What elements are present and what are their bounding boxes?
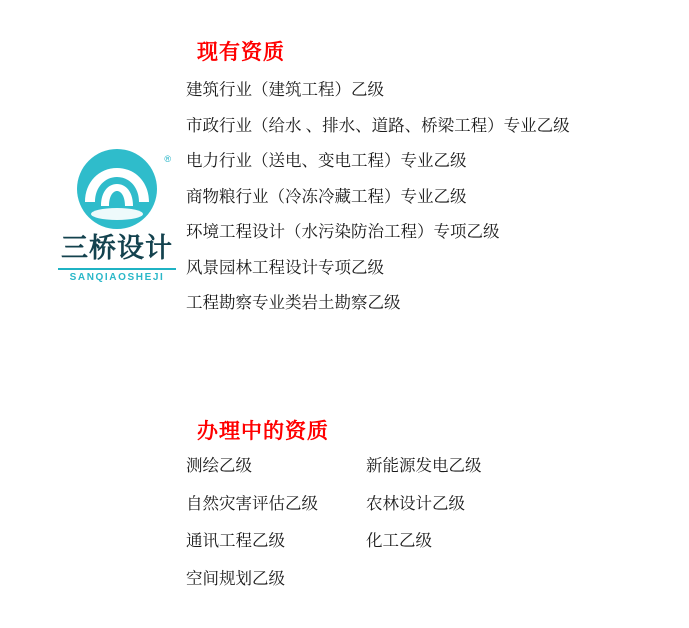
- processing-qualifications-grid: [186, 458, 606, 608]
- grid-cell: 自然灾害评估乙级: [186, 493, 318, 513]
- wave-logo-icon: [65, 148, 169, 230]
- grid-cell: 新能源发电乙级: [366, 456, 482, 475]
- list-item: 市政行业（给水 、排水、道路、桥梁工程）专业乙级: [186, 115, 570, 135]
- grid-cell: [366, 571, 586, 588]
- grid-cell: 通讯工程乙级: [186, 531, 285, 550]
- grid-cell: 化工乙级: [366, 531, 432, 550]
- company-pinyin: SANQIAOSHEJI: [69, 271, 165, 283]
- list-item: 环境工程设计（水污染防治工程）专项乙级: [186, 222, 500, 241]
- list-item: 电力行业（送电、变电工程）专业乙级: [186, 151, 467, 170]
- grid-cell: 空间规划乙级: [186, 568, 285, 588]
- grid-row: [186, 533, 606, 550]
- company-name: 三桥设计: [61, 233, 173, 263]
- registered-trademark-icon: ®: [164, 154, 171, 164]
- processing-qualifications-title: 办理中的资质: [197, 419, 329, 443]
- grid-row: [186, 458, 606, 475]
- list-item: 建筑行业（建筑工程）乙级: [186, 80, 384, 99]
- list-item: 工程勘察专业类岩土勘察乙级: [186, 293, 401, 312]
- existing-qualifications-list: [186, 82, 686, 331]
- grid-cell: 农林设计乙级: [366, 493, 465, 513]
- grid-cell: 测绘乙级: [186, 456, 252, 475]
- company-logo: [52, 148, 182, 283]
- grid-row: [186, 568, 606, 588]
- logo-divider: [58, 268, 176, 270]
- existing-qualifications-title: 现有资质: [197, 40, 285, 64]
- list-item: 风景园林工程设计专项乙级: [186, 257, 384, 277]
- grid-row: [186, 493, 606, 513]
- list-item: 商物粮行业（冷冻冷藏工程）专业乙级: [186, 186, 467, 206]
